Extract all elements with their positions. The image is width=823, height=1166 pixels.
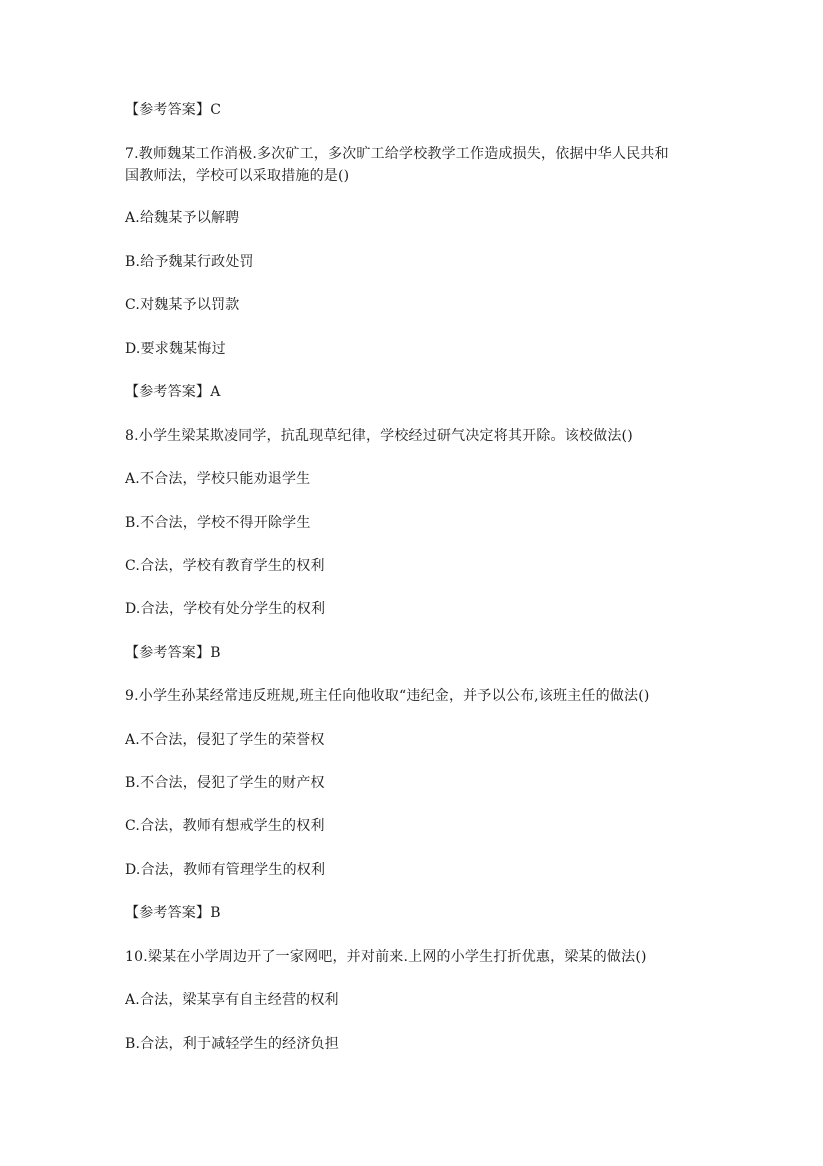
option-d: D.合法，教师有管理学生的权利 bbox=[125, 862, 326, 878]
option-b: B.给予魏某行政处罚 bbox=[125, 254, 254, 270]
option-b: B.不合法，侵犯了学生的财产权 bbox=[125, 775, 325, 791]
option-b: B.不合法，学校不得开除学生 bbox=[125, 515, 311, 531]
option-a: A.不合法，学校只能劝退学生 bbox=[125, 471, 311, 487]
question-7-text: 7.教师魏某工作消极.多次矿工，多次旷工给学校教学工作造成损失，依据中华人民共和 bbox=[125, 146, 669, 162]
option-d: D.合法，学校有处分学生的权利 bbox=[125, 601, 326, 617]
question-7-text-cont: 国教师法，学校可以采取措施的是() bbox=[125, 168, 350, 184]
option-a: A.给魏某予以解聘 bbox=[125, 210, 240, 226]
option-c: C.对魏某予以罚款 bbox=[125, 297, 240, 313]
option-d: D.要求魏某悔过 bbox=[125, 341, 226, 357]
question-10-text: 10.梁某在小学周边开了一家网吧，并对前来.上网的小学生打折优惠，梁某的做法() bbox=[125, 949, 647, 965]
option-c: C.合法，教师有想戒学生的权利 bbox=[125, 818, 325, 834]
answer-line: 【参考答案】B bbox=[125, 645, 221, 661]
option-a: A.不合法，侵犯了学生的荣誉权 bbox=[125, 732, 325, 748]
answer-line: 【参考答案】A bbox=[125, 384, 221, 400]
option-b: B.合法，利于减轻学生的经济负担 bbox=[125, 1036, 339, 1052]
option-a: A.合法，梁某享有自主经营的权利 bbox=[125, 992, 339, 1008]
question-8-text: 8.小学生梁某欺凌同学，抗乱现草纪律，学校经过研气决定将其开除。该校做法() bbox=[125, 428, 633, 444]
question-9-text: 9.小学生孙某经常违反班规,班主任向他收取“违纪金，并予以公布,该班主任的做法() bbox=[125, 688, 650, 704]
answer-line: 【参考答案】B bbox=[125, 905, 221, 921]
option-c: C.合法，学校有教育学生的权利 bbox=[125, 558, 325, 574]
answer-line: 【参考答案】C bbox=[125, 102, 222, 118]
